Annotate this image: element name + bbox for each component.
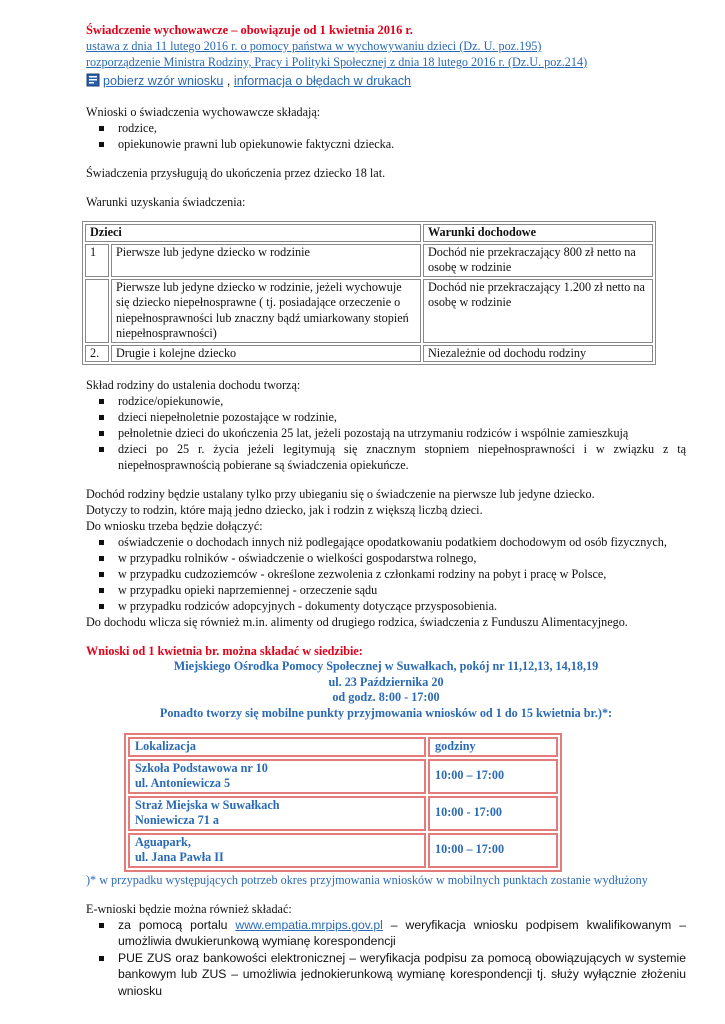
office-hours: od godz. 8:00 - 17:00: [332, 690, 440, 704]
point-hours: 10:00 - 17:00: [428, 796, 558, 831]
electronic-intro: E-wnioski będzie można również składać:: [86, 901, 292, 916]
list-item: rodzice,: [118, 120, 686, 136]
table-header-row: [85, 224, 653, 242]
header-hours: godziny: [428, 737, 558, 757]
row-income: Niezależnie od dochodu rodziny: [423, 345, 653, 363]
page-title: Świadczenie wychowawcze – obowiązuje od 1 kwietnia 2016 r.: [86, 23, 413, 37]
item-text: za pomocą portalu: [118, 917, 236, 932]
income-line-2: Dotyczy to rodzin, które mają jedno dziecko, jak i rodzin z większą liczbą dzieci.: [86, 503, 483, 517]
law-link[interactable]: ustawa z dnia 11 lutego 2016 r. o pomocy państwa w wychowywaniu dzieci (Dz. U. poz.195): [86, 39, 542, 53]
row-child: Pierwsze lub jedyne dziecko w rodzinie: [111, 244, 421, 277]
row-income: Dochód nie przekraczający 1.200 zł netto na osobę w rodzinie: [423, 279, 653, 343]
row-number: [85, 279, 109, 343]
list-item: pełnoletnie dzieci do ukończenia 25 lat, jeżeli pozostają na utrzymaniu rodziców i wspólnie zamieszkują: [118, 425, 686, 441]
applicants-intro: Wnioski o świadczenia wychowawcze składają:: [86, 105, 321, 119]
electronic-list: [86, 917, 686, 1000]
list-item: PUE ZUS oraz bankowości elektronicznej – weryfikacja podpisu za pomocą obowiązujących w systemie bankowym lub ZUS – umożliwia jednokierunkową wymianę korespondencji tj. służy wyłącznie złożeniu wniosku: [118, 950, 686, 998]
document-page: [86, 22, 686, 999]
applicants-list: [86, 120, 686, 152]
conditions-table: [82, 221, 656, 365]
table-row: [128, 759, 558, 794]
point-name: Straż Miejska w Suwałkach: [135, 797, 280, 812]
list-item: dzieci niepełnoletnie pozostające w rodzinie,: [118, 409, 686, 425]
document-icon: [86, 73, 100, 87]
table-row: [85, 244, 653, 277]
table-row: [85, 279, 653, 343]
point-location: [128, 759, 426, 794]
list-item: opiekunowie prawni lub opiekunowie faktyczni dziecka.: [118, 136, 686, 152]
row-number: 1: [85, 244, 109, 277]
list-item: w przypadku opieki naprzemiennej - orzeczenie sądu: [118, 582, 686, 598]
header-income: Warunki dochodowe: [423, 224, 653, 242]
age-limit-text: Świadczenia przysługują do ukończenia przez dziecko 18 lat.: [86, 166, 386, 180]
electronic-section: [86, 917, 686, 1000]
point-street: Noniewicza 71 a: [135, 813, 219, 827]
list-item: oświadczenie o dochodach innych niż podlegające opodatkowaniu podatkiem dochodowym od osób fizycznych,: [118, 534, 686, 550]
table-row: [128, 833, 558, 868]
empatia-link[interactable]: www.empatia.mrpips.gov.pl: [235, 917, 383, 932]
list-item: w przypadku rodziców adopcyjnych - dokumenty dotyczące przysposobienia.: [118, 598, 686, 614]
table-row: [128, 796, 558, 831]
download-form-link[interactable]: pobierz wzór wniosku: [103, 74, 224, 88]
point-location: [128, 833, 426, 868]
list-item: w przypadku cudzoziemców - określone zezwolenia z członkami rodziny na pobyt i pracę w Polsce,: [118, 566, 686, 582]
list-item: [118, 917, 686, 950]
income-line-1: Dochód rodziny będzie ustalany tylko przy ubieganiu się o świadczenie na pierwsze lub jedyne dziecko.: [86, 487, 595, 501]
download-row: [86, 71, 686, 91]
point-street: ul. Antoniewicza 5: [135, 776, 231, 790]
point-hours: 10:00 – 17:00: [428, 833, 558, 868]
mobile-points-info: Ponadto tworzy się mobilne punkty przyjmowania wniosków od 1 do 15 kwietnia br.)*:: [159, 705, 613, 720]
alimony-text: Do dochodu wlicza się również m.in. alimenty od drugiego rodzica, świadczenia z Funduszu Alimentacyjnego.: [86, 615, 628, 629]
row-income: Dochód nie przekraczający 800 zł netto na osobę w rodzinie: [423, 244, 653, 277]
table-row: [85, 345, 653, 363]
office-address: ul. 23 Października 20: [328, 674, 444, 689]
point-location: [128, 796, 426, 831]
office-name: Miejskiego Ośrodka Pomocy Społecznej w Suwałkach, pokój nr 11,12,13, 14,18,19: [173, 659, 599, 673]
error-info-link[interactable]: informacja o błędach w drukach: [233, 74, 412, 88]
family-list: [86, 393, 686, 473]
table-header-row: [128, 737, 558, 757]
attachments-intro: Do wniosku trzeba będzie dołączyć:: [86, 519, 263, 533]
point-street: ul. Jana Pawła II: [135, 850, 224, 864]
conditions-intro: Warunki uzyskania świadczenia:: [86, 195, 246, 209]
header-children: Dzieci: [85, 224, 421, 242]
point-name: Szkoła Podstawowa nr 10: [135, 760, 268, 775]
office-heading: Wnioski od 1 kwietnia br. można składać w siedzibie:: [86, 644, 363, 658]
point-hours: 10:00 – 17:00: [428, 759, 558, 794]
mobile-footnote: )* w przypadku występujących potrzeb okres przyjmowania wniosków w mobilnych punktach zostanie wydłużony: [86, 872, 648, 887]
link-separator: ,: [223, 74, 234, 88]
family-intro: Skład rodziny do ustalenia dochodu tworzą:: [86, 378, 301, 392]
list-item: dzieci po 25 r. życia jeżeli legitymują się znacznym stopniem niepełnosprawności i w związku z tą niepełnosprawnością pobierane są świadczenia opiekuńcze.: [118, 442, 686, 472]
row-number: 2.: [85, 345, 109, 363]
point-name: Aguapark,: [135, 834, 191, 849]
row-child: Pierwsze lub jedyne dziecko w rodzinie, jeżeli wychowuje się dziecko niepełnosprawne ( tj. posiadające orzeczenie o niepełnosprawności lub znaczny bądź umiarkowany stopień niepełnosprawności): [111, 279, 421, 343]
item-text: – weryfikacja wniosku podpisem kwalifikowanym – umożliwia dwukierunkową wymianę korespondencji: [118, 917, 687, 948]
list-item: rodzice/opiekunowie,: [118, 393, 686, 409]
attachments-list: [86, 534, 686, 614]
regulation-link[interactable]: rozporządzenie Ministra Rodziny, Pracy i Polityki Społecznej z dnia 18 lutego 2016 r. (Dz.U. poz.214): [86, 55, 588, 69]
mobile-points-table: [124, 733, 562, 872]
list-item: w przypadku rolników - oświadczenie o wielkości gospodarstwa rolnego,: [118, 550, 686, 566]
row-child: Drugie i kolejne dziecko: [111, 345, 421, 363]
header-location: Lokalizacja: [128, 737, 426, 757]
